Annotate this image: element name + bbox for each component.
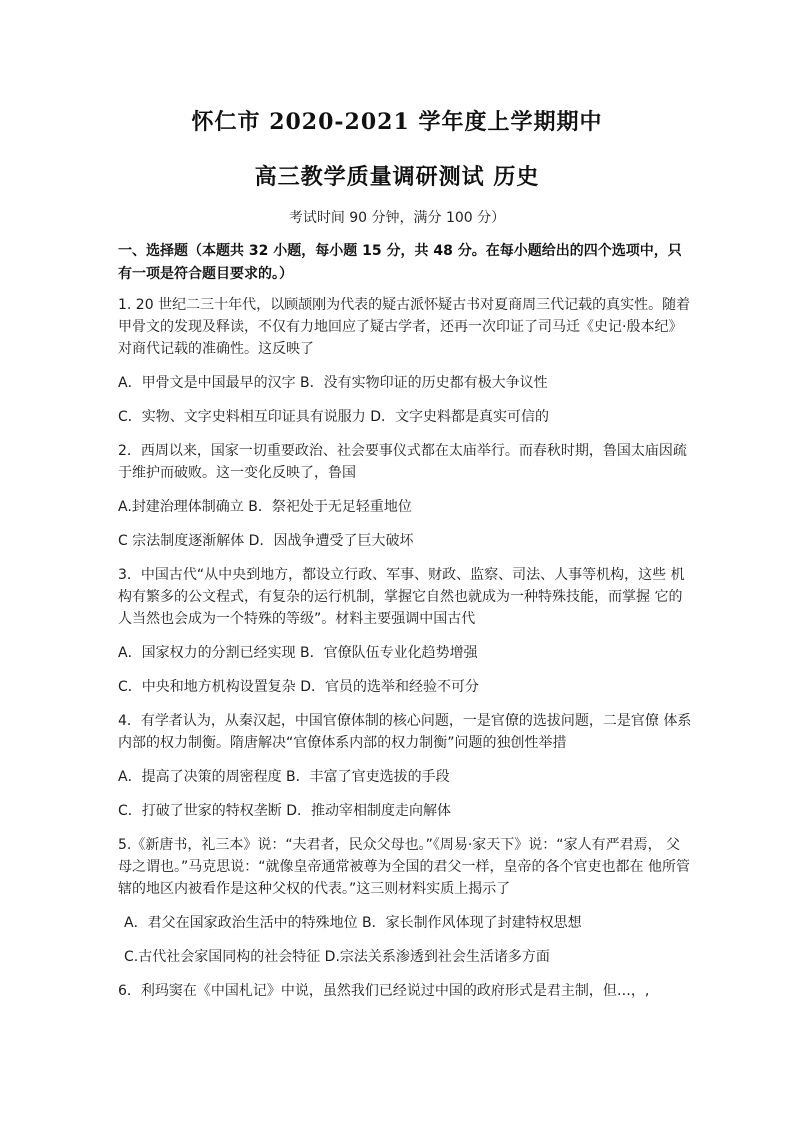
exam-time-info: 考试时间 90 分钟，满分 100 分） bbox=[288, 210, 506, 226]
exam-title-line2: 高三教学质量调研测试 历史 bbox=[254, 164, 540, 190]
question-options: A．君父在国家政治生活中的特殊地位 B．家长制作风体现了封建特权思想 bbox=[124, 915, 582, 931]
question-options: A．甲骨文是中国最早的汉字 B．没有实物印证的历史都有极大争议性 bbox=[118, 375, 548, 391]
question-stem: 3．中国古代“从中央到地方，都设立行政、军事、财政、监察、司法、人事等机构，这些 机构有繁多的公文程式，有复杂的运行机制，掌握它自然也就成为一种特殊技能，而掌握 它的人当然也会成为一个特殊的等级”。材料主要强调中国古代 bbox=[118, 567, 685, 627]
question-stem: 6．利玛窦在《中国札记》中说，虽然我们已经说过中国的政府形式是君主制，但…，, bbox=[118, 983, 650, 999]
question-stem: 1. 20 世纪二三十年代，以顾颉刚为代表的疑古派怀疑古书对夏商周三代记载的真实性。随着甲骨文的发现及释读，不仅有力地回应了疑古学者，还再一次印证了司马迁《史记·殷本纪》对商代记载的准确性。这反映了 bbox=[118, 297, 691, 357]
section-heading: 一、选择题（本题共 32 小题，每小题 15 分，共 48 分。在每小题给出的四个选项中，只 有一项是符合题目要求的。） bbox=[118, 243, 682, 282]
question-list bbox=[118, 294, 692, 1002]
question-options: A．提高了决策的周密程度 B．丰富了官吏选拔的手段 bbox=[118, 769, 450, 785]
question-options: C．实物、文字史料相互印证具有说服力 D．文字史料都是真实可信的 bbox=[118, 409, 550, 425]
question-stem: 4．有学者认为，从秦汉起，中国官僚体制的核心问题，一是官僚的选拔问题，二是官僚 体系内部的权力制衡。隋唐解决“官僚体系内部的权力制衡”问题的独创性举措 bbox=[118, 713, 692, 751]
question-options: A.封建治理体制确立 B．祭祀处于无足轻重地位 bbox=[118, 499, 412, 515]
question-stem: 2．西周以来，国家一切重要政治、社会要事仪式都在太庙举行。而春秋时期，鲁国太庙因疏于维护而破败。这一变化反映了，鲁国 bbox=[118, 443, 687, 481]
question-options: C．打破了世家的特权垄断 D．推动宰相制度走向解体 bbox=[118, 803, 452, 819]
exam-title-line1: 怀仁市 2020-2021 学年度上学期期中 bbox=[191, 109, 603, 135]
question-options: C．中央和地方机构设置复杂 D．官员的选举和经验不可分 bbox=[118, 679, 480, 695]
question-options: A．国家权力的分割已经实现 B．官僚队伍专业化趋势增强 bbox=[118, 645, 478, 661]
question-options: C 宗法制度逐渐解体 D．因战争遭受了巨大破坏 bbox=[118, 533, 414, 549]
question-options: C.古代社会家国同构的社会特征 D.宗法关系渗透到社会生活诸多方面 bbox=[124, 949, 550, 965]
question-stem: 5.《新唐书，礼三本》说：“夫君者，民众父母也。”《周易·家天下》说：“家人有严君焉， 父母之谓也。”马克思说：“就像皇帝通常被尊为全国的君父一样，皇帝的各个官吏也都在 他所管辖的地区内被看作是这种父权的代表。”这三则材料实质上揭示了 bbox=[118, 837, 690, 897]
